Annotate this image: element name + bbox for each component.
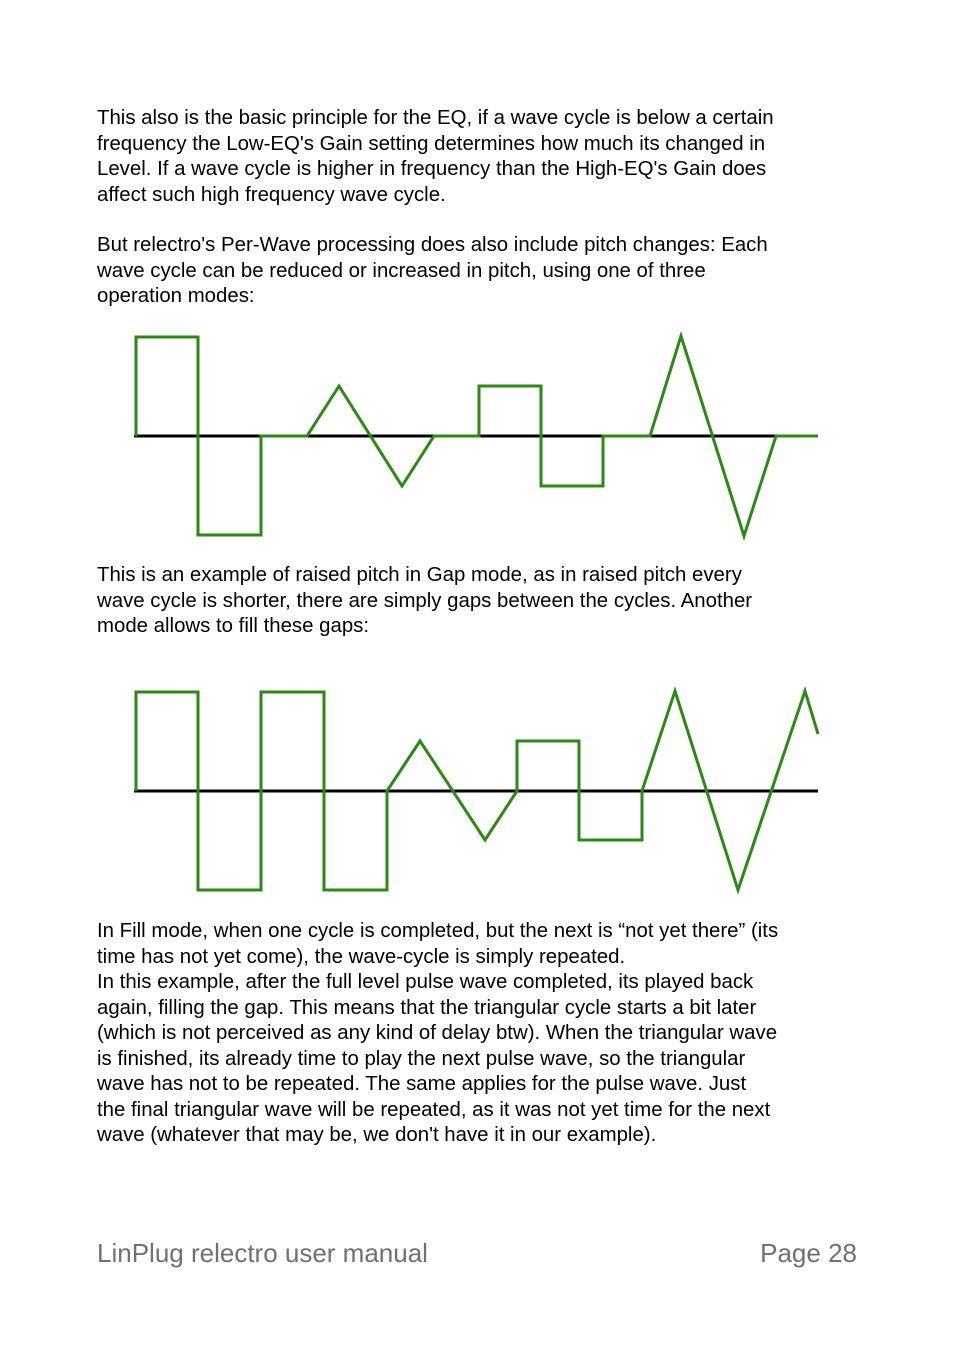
gap-mode-waveform-figure	[0, 325, 954, 550]
text-line: This is an example of raised pitch in Gap mode, as in raised pitch every	[97, 564, 742, 586]
text-line: wave cycle can be reduced or increased in pitch, using one of three	[97, 259, 706, 282]
text-line: time has not yet come), the wave-cycle is simply repeated.	[97, 945, 626, 968]
text-line: But relectro's Per-Wave processing does also include pitch changes: Each	[97, 234, 768, 256]
text-line: mode allows to fill these gaps:	[97, 615, 370, 637]
fill-mode-waveform-figure	[0, 680, 954, 905]
text-line: again, filling the gap. This means that the triangular cycle starts a bit later	[97, 996, 757, 1019]
text-line: This also is the basic principle for the EQ, if a wave cycle is below a certain	[97, 107, 774, 129]
text-line: affect such high frequency wave cycle.	[97, 183, 446, 206]
text-line: is finished, its already time to play the next pulse wave, so the triangular	[97, 1047, 746, 1070]
text-line: wave cycle is shorter, there are simply gaps between the cycles. Another	[97, 589, 753, 612]
text-line: Level. If a wave cycle is higher in frequency than the High-EQ's Gain does	[97, 158, 767, 180]
paragraph-pitch-modes	[97, 233, 867, 310]
text-line: operation modes:	[97, 285, 255, 307]
text-line: wave has not to be repeated. The same applies for the pulse wave. Just	[97, 1073, 747, 1095]
text-line: wave (whatever that may be, we don't have it in our example).	[97, 1124, 657, 1146]
paragraph-gap-mode	[97, 563, 867, 640]
paragraph-eq-principle	[97, 106, 867, 208]
text-line: frequency the Low-EQ's Gain setting determines how much its changed in	[97, 132, 766, 155]
text-line: In Fill mode, when one cycle is completed, but the next is “not yet there” (its	[97, 920, 779, 942]
paragraph-fill-mode	[97, 919, 867, 1149]
footer-page-number: Page 28	[760, 1238, 857, 1268]
footer-title: LinPlug relectro user manual	[97, 1238, 428, 1268]
text-line: (which is not perceived as any kind of delay btw). When the triangular wave	[97, 1022, 778, 1044]
text-line: the final triangular wave will be repeated, as it was not yet time for the next	[97, 1098, 771, 1121]
text-line: In this example, after the full level pulse wave completed, its played back	[97, 971, 754, 993]
